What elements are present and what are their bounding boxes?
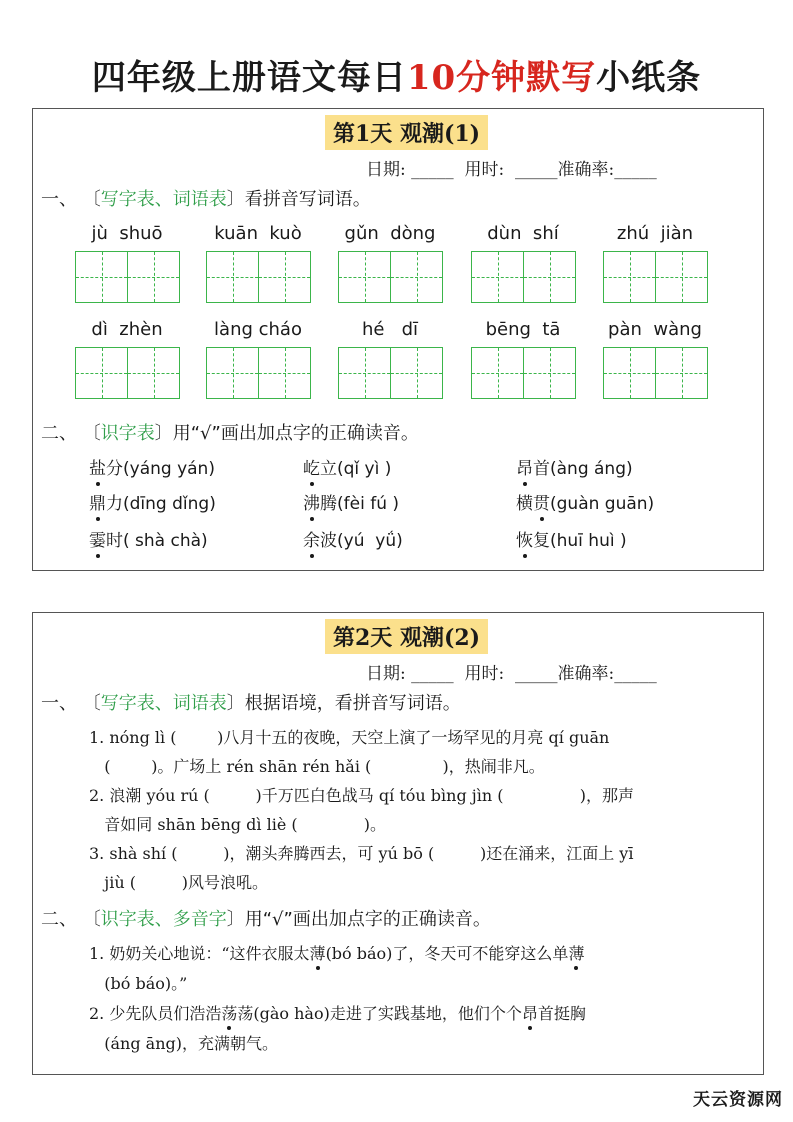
- pronunciation-item[interactable]: [516, 454, 633, 479]
- pinyin-options: 腾(fèi fú ): [320, 494, 399, 514]
- writing-grid[interactable]: [338, 347, 443, 399]
- section-tag: 写字表、词语表: [100, 693, 227, 714]
- dotted-char: 薄: [309, 944, 326, 963]
- pinyin-label: kuān kuò: [214, 223, 302, 244]
- grid-cell[interactable]: [339, 252, 391, 302]
- grid-cell[interactable]: [391, 252, 442, 302]
- dotted-char: 鼎: [89, 494, 106, 514]
- dotted-char: 贯: [533, 494, 550, 514]
- sentence-line: ( )。广场上 rén shān rén hǎi ( )，热闹非凡。: [89, 757, 545, 776]
- section-instruction: 用“√”画出加点字的正确读音。: [172, 423, 419, 444]
- grid-cell[interactable]: [76, 348, 128, 398]
- grid-cell[interactable]: [604, 348, 656, 398]
- section-tag: 识字表: [100, 423, 155, 444]
- pinyin-label: dì zhèn: [91, 319, 163, 340]
- question-line: (áng āng)，充满朝气。: [89, 1034, 279, 1053]
- writing-grid[interactable]: [206, 347, 311, 399]
- text: 首挺胸: [537, 1004, 586, 1023]
- pinyin-label: pàn wàng: [608, 319, 702, 340]
- pinyin-label: làng cháo: [214, 319, 302, 340]
- pronunciation-item[interactable]: [303, 454, 391, 479]
- grid-cell[interactable]: [128, 348, 179, 398]
- section-instruction: 用“√”画出加点字的正确读音。: [244, 909, 491, 930]
- dotted-char: 余: [303, 531, 320, 551]
- text: 荡(gào hào)走进了实践基地，他们个个: [237, 1004, 522, 1023]
- writing-grid[interactable]: [603, 251, 708, 303]
- pinyin-options: 力(dīng dǐng): [106, 494, 216, 514]
- grid-cell[interactable]: [339, 348, 391, 398]
- text: 2. 少先队员们浩浩: [89, 1004, 222, 1023]
- day1-section1-heading: [41, 185, 371, 211]
- pinyin-label: gǔn dòng: [344, 223, 436, 244]
- pronunciation-item[interactable]: [89, 489, 216, 514]
- grid-cell[interactable]: [604, 252, 656, 302]
- dotted-char: 薄: [568, 944, 585, 963]
- pinyin-options: 立(qǐ yì ): [320, 459, 392, 479]
- pinyin-label: dùn shí: [487, 223, 559, 244]
- sentence-line: 3. shà shí ( )，潮头奔腾西去，可 yú bō ( )还在涌来，江面上 yī: [89, 844, 634, 863]
- grid-cell[interactable]: [524, 252, 575, 302]
- writing-grid[interactable]: [75, 347, 180, 399]
- dotted-char: 荡: [221, 1004, 238, 1023]
- dotted-char: 昂: [516, 459, 533, 479]
- question-line: (bó báo)。”: [89, 974, 188, 993]
- pinyin-label: zhú jiàn: [616, 223, 694, 244]
- section-tag: 识字表、多音字: [100, 909, 227, 930]
- grid-cell[interactable]: [391, 348, 442, 398]
- grid-cell[interactable]: [259, 348, 310, 398]
- pinyin-options: (guàn guān): [550, 494, 655, 514]
- bracket: 〔: [82, 423, 101, 444]
- bracket: 〕: [226, 189, 245, 210]
- writing-grid[interactable]: [75, 251, 180, 303]
- pronunciation-item[interactable]: [89, 526, 208, 551]
- bracket: 〔: [82, 909, 101, 930]
- pinyin-label: jù shuō: [91, 223, 163, 244]
- question-line: [89, 1001, 586, 1024]
- char: 横: [516, 494, 533, 514]
- pronunciation-item[interactable]: [516, 489, 654, 514]
- pinyin-label: hé dī: [361, 319, 419, 340]
- section-number: 一、: [41, 189, 77, 210]
- day2-title: 第2天 观潮(2): [325, 619, 488, 654]
- watermark: 天云资源网: [693, 1090, 783, 1110]
- section-number: 二、: [41, 909, 77, 930]
- writing-grid[interactable]: [603, 347, 708, 399]
- dotted-char: 盐: [89, 459, 106, 479]
- pronunciation-item[interactable]: [516, 526, 627, 551]
- section-instruction: 根据语境，看拼音写词语。: [244, 693, 461, 714]
- grid-cell[interactable]: [656, 252, 707, 302]
- grid-cell[interactable]: [472, 348, 524, 398]
- grid-cell[interactable]: [656, 348, 707, 398]
- pinyin-options: 波(yú yǘ): [320, 531, 403, 551]
- title-highlight: 10分钟默写: [406, 58, 597, 98]
- writing-grid[interactable]: [471, 347, 576, 399]
- day1-section2-heading: [41, 419, 419, 445]
- bracket: 〕: [226, 909, 245, 930]
- pronunciation-item[interactable]: [303, 489, 399, 514]
- grid-cell[interactable]: [259, 252, 310, 302]
- day2-section2-heading: [41, 905, 491, 931]
- section-instruction: 看拼音写词语。: [244, 189, 371, 210]
- writing-grid[interactable]: [206, 251, 311, 303]
- day2-date-line: 日期: _____ 用时: _____准确率:_____: [366, 664, 657, 684]
- bracket: 〔: [82, 189, 101, 210]
- question-line: [89, 941, 584, 964]
- dotted-char: 屹: [303, 459, 320, 479]
- section-number: 二、: [41, 423, 77, 444]
- bracket: 〔: [82, 693, 101, 714]
- grid-cell[interactable]: [207, 348, 259, 398]
- grid-cell[interactable]: [128, 252, 179, 302]
- day1-date-line: 日期: _____ 用时: _____准确率:_____: [366, 160, 657, 180]
- grid-cell[interactable]: [76, 252, 128, 302]
- sentence-line: 音如同 shān bēng dì liè ( )。: [89, 815, 386, 834]
- title-part: 四年级上册语文每日: [91, 58, 407, 98]
- day2-card: [32, 612, 764, 1075]
- page-title: [0, 50, 793, 99]
- bracket: 〕: [154, 423, 173, 444]
- dotted-char: 恢: [516, 531, 533, 551]
- dotted-char: 昂: [521, 1004, 538, 1023]
- pronunciation-item[interactable]: [89, 454, 215, 479]
- pinyin-label: bēng tā: [485, 319, 561, 340]
- pinyin-options: 复(huī huì ): [533, 531, 627, 551]
- writing-grid[interactable]: [471, 251, 576, 303]
- day2-section1-heading: [41, 689, 461, 715]
- text: 1. 奶奶关心地说：“这件衣服太: [89, 944, 310, 963]
- grid-cell[interactable]: [524, 348, 575, 398]
- section-number: 一、: [41, 693, 77, 714]
- sentence-line: jiù ( )风号浪吼。: [89, 873, 268, 892]
- pinyin-options: 首(àng áng): [533, 459, 633, 479]
- pronunciation-item[interactable]: [303, 526, 403, 551]
- grid-cell[interactable]: [472, 252, 524, 302]
- writing-grid[interactable]: [338, 251, 443, 303]
- dotted-char: 沸: [303, 494, 320, 514]
- sentence-line: 2. 浪潮 yóu rú ( )千万匹白色战马 qí tóu bìng jìn ( )，那声: [89, 786, 635, 805]
- day1-card: [32, 108, 764, 571]
- bracket: 〕: [226, 693, 245, 714]
- sentence-line: 1. nóng lì ( )八月十五的夜晚，天空上演了一场罕见的月亮 qí guān: [89, 728, 610, 747]
- grid-cell[interactable]: [207, 252, 259, 302]
- day1-title: 第1天 观潮(1): [325, 115, 488, 150]
- section-tag: 写字表、词语表: [100, 189, 227, 210]
- dotted-char: 霎: [89, 531, 106, 551]
- pinyin-options: 时( shà chà): [106, 531, 208, 551]
- text: (bó báo)了，冬天可不能穿这么单: [325, 944, 569, 963]
- pinyin-options: 分(yáng yán): [106, 459, 215, 479]
- title-part: 小纸条: [596, 58, 702, 98]
